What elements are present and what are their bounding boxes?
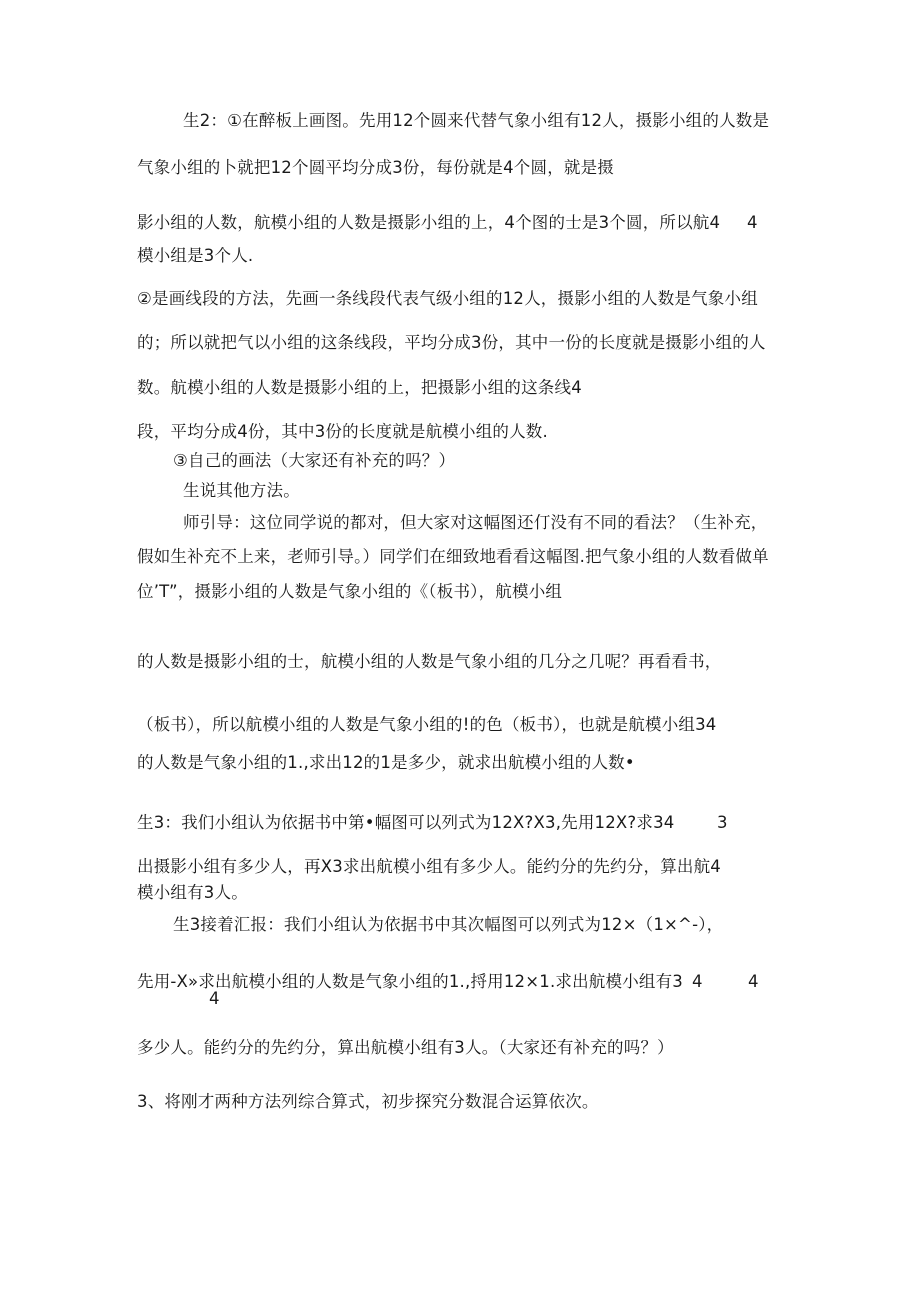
text-line: 4 xyxy=(209,989,220,1008)
text-line: 段，平均分成4份，其中3份的长度就是航模小组的人数. xyxy=(137,422,548,441)
text-line: ③自己的画法（大家还有补充的吗？） xyxy=(173,451,456,470)
text-line: 3、将刚才两种方法列综合算式，初步探究分数混合运算依次。 xyxy=(137,1092,599,1111)
text-line: 气象小组的卜就把12个圆平均分成3份，每份就是4个圆，就是摄 xyxy=(137,158,614,177)
text-line: 先用-X»求出航模小组的人数是气象小组的1.,捋用12×1.求出航模小组有3 xyxy=(137,972,684,991)
text-line: 3 xyxy=(717,813,728,832)
text-line: 位’T”，摄影小组的人数是气象小组的《（板书），航模小组 xyxy=(137,582,563,601)
text-line: 的人数是摄影小组的士，航模小组的人数是气象小组的几分之几呢？再看看书， xyxy=(137,652,722,671)
text-line: 多少人。能约分的先约分，算出航模小组有3人。（大家还有补充的吗？） xyxy=(137,1038,674,1057)
text-line: 的人数是气象小组的1.,求出12的1是多少，就求出航模小组的人数• xyxy=(137,753,635,772)
text-line: 模小组有3人。 xyxy=(137,883,248,902)
text-line: 生3接着汇报：我们小组认为依据书中其次幅图可以列式为12×（1×^-）， xyxy=(173,915,724,934)
text-line: 生2：①在醉板上画图。先用12个圆来代替气象小组有12人，摄影小组的人数是 xyxy=(183,111,770,130)
text-line: 的；所以就把气以小组的这条线段，平均分成3份，其中一份的长度就是摄影小组的人 xyxy=(137,333,766,352)
text-line: 假如生补充不上来，老师引导。）同学们在细致地看看这幅图.把气象小组的人数看做单 xyxy=(137,547,769,566)
text-line: 4 xyxy=(747,213,758,232)
text-line: ②是画线段的方法，先画一条线段代表气级小组的12人，摄影小组的人数是气象小组 xyxy=(137,289,758,308)
text-line: 4 xyxy=(692,972,703,991)
text-line: 出摄影小组有多少人，再X3求出航模小组有多少人。能约分的先约分，算出航4 xyxy=(137,857,721,876)
text-line: 影小组的人数，航模小组的人数是摄影小组的上，4个图的士是3个圆，所以航4 xyxy=(137,213,721,232)
text-line: 模小组是3个人. xyxy=(137,246,254,265)
text-line: 师引导：这位同学说的都对，但大家对这幅图还仃没有不同的看法？（生补充， xyxy=(183,513,768,532)
text-line: 生3：我们小组认为依据书中第•幅图可以列式为12X?X3,先用12X?求34 xyxy=(137,813,675,832)
text-line: 4 xyxy=(748,972,759,991)
text-line: 数。航模小组的人数是摄影小组的上，把摄影小组的这条线4 xyxy=(137,378,582,397)
text-line: （板书），所以航模小组的人数是气象小组的!的色（板书），也就是航模小组34 xyxy=(137,715,717,734)
text-line: 生说其他方法。 xyxy=(183,481,300,500)
